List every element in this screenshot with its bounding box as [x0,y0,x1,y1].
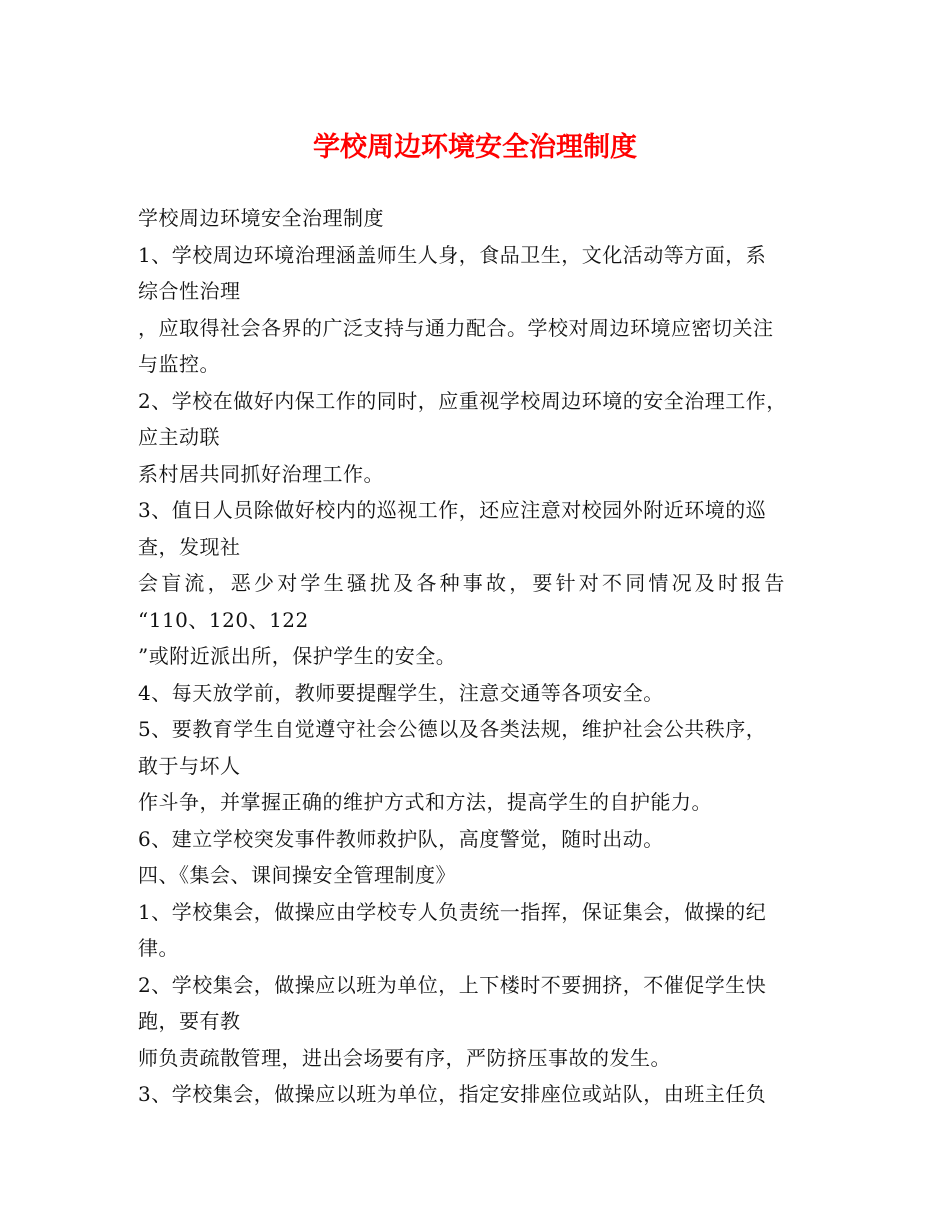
text-line: 跑，要有教 [138,1009,241,1033]
text-line: 作斗争，并掌握正确的维护方式和方法，提高学生的自护能力。 [138,790,712,814]
text-line: 5、要教育学生自觉遵守社会公德以及各类法规，维护社会公共秩序， [138,717,767,741]
document-title: 学校周边环境安全治理制度 [313,132,637,163]
text-line: 4、每天放学前，教师要提醒学生，注意交通等各项安全。 [138,680,664,705]
text-line: 2、学校集会，做操应以班为单位，上下楼时不要拥挤，不催促学生快 [138,972,767,997]
text-line: 学校周边环境安全治理制度 [138,206,384,230]
text-line: “110、120、122 [138,607,309,632]
text-line: 系村居共同抓好治理工作。 [138,461,384,486]
document-body [138,200,838,1113]
text-line: 综合性治理 [138,279,241,303]
text-line: 应主动联 [138,425,220,449]
text-line: 与监控。 [138,352,220,376]
text-line: 师负责疏散管理，进出会场要有序，严防挤压事故的发生。 [138,1045,671,1070]
text-line: 1、学校集会，做操应由学校专人负责统一指挥，保证集会，做操的纪 [138,899,767,924]
text-line: 2、学校在做好内保工作的同时，应重视学校周边环境的安全治理工作， [138,388,787,413]
text-line: ”或附近派出所，保护学生的安全。 [138,644,457,668]
text-line: ，应取得社会各界的广泛支持与通力配合。学校对周边环境应密切关注 [138,315,774,340]
text-line: 敢于与坏人 [138,753,241,778]
text-line: 会盲流，恶少对学生骚扰及各种事故，要针对不同情况及时报告 [138,571,788,595]
text-line: 四、《集会、课间操安全管理制度》 [138,863,456,887]
text-line: 律。 [138,936,179,960]
text-line: 3、学校集会，做操应以班为单位，指定安排座位或站队，由班主任负 [138,1082,767,1106]
text-line: 查，发现社 [138,534,241,559]
text-line: 6、建立学校突发事件教师救护队，高度警觉，随时出动。 [138,826,664,851]
text-line: 1、学校周边环境治理涵盖师生人身，食品卫生，文化活动等方面，系 [138,242,767,267]
text-line: 3、值日人员除做好校内的巡视工作，还应注意对校园外附近环境的巡 [138,498,767,522]
